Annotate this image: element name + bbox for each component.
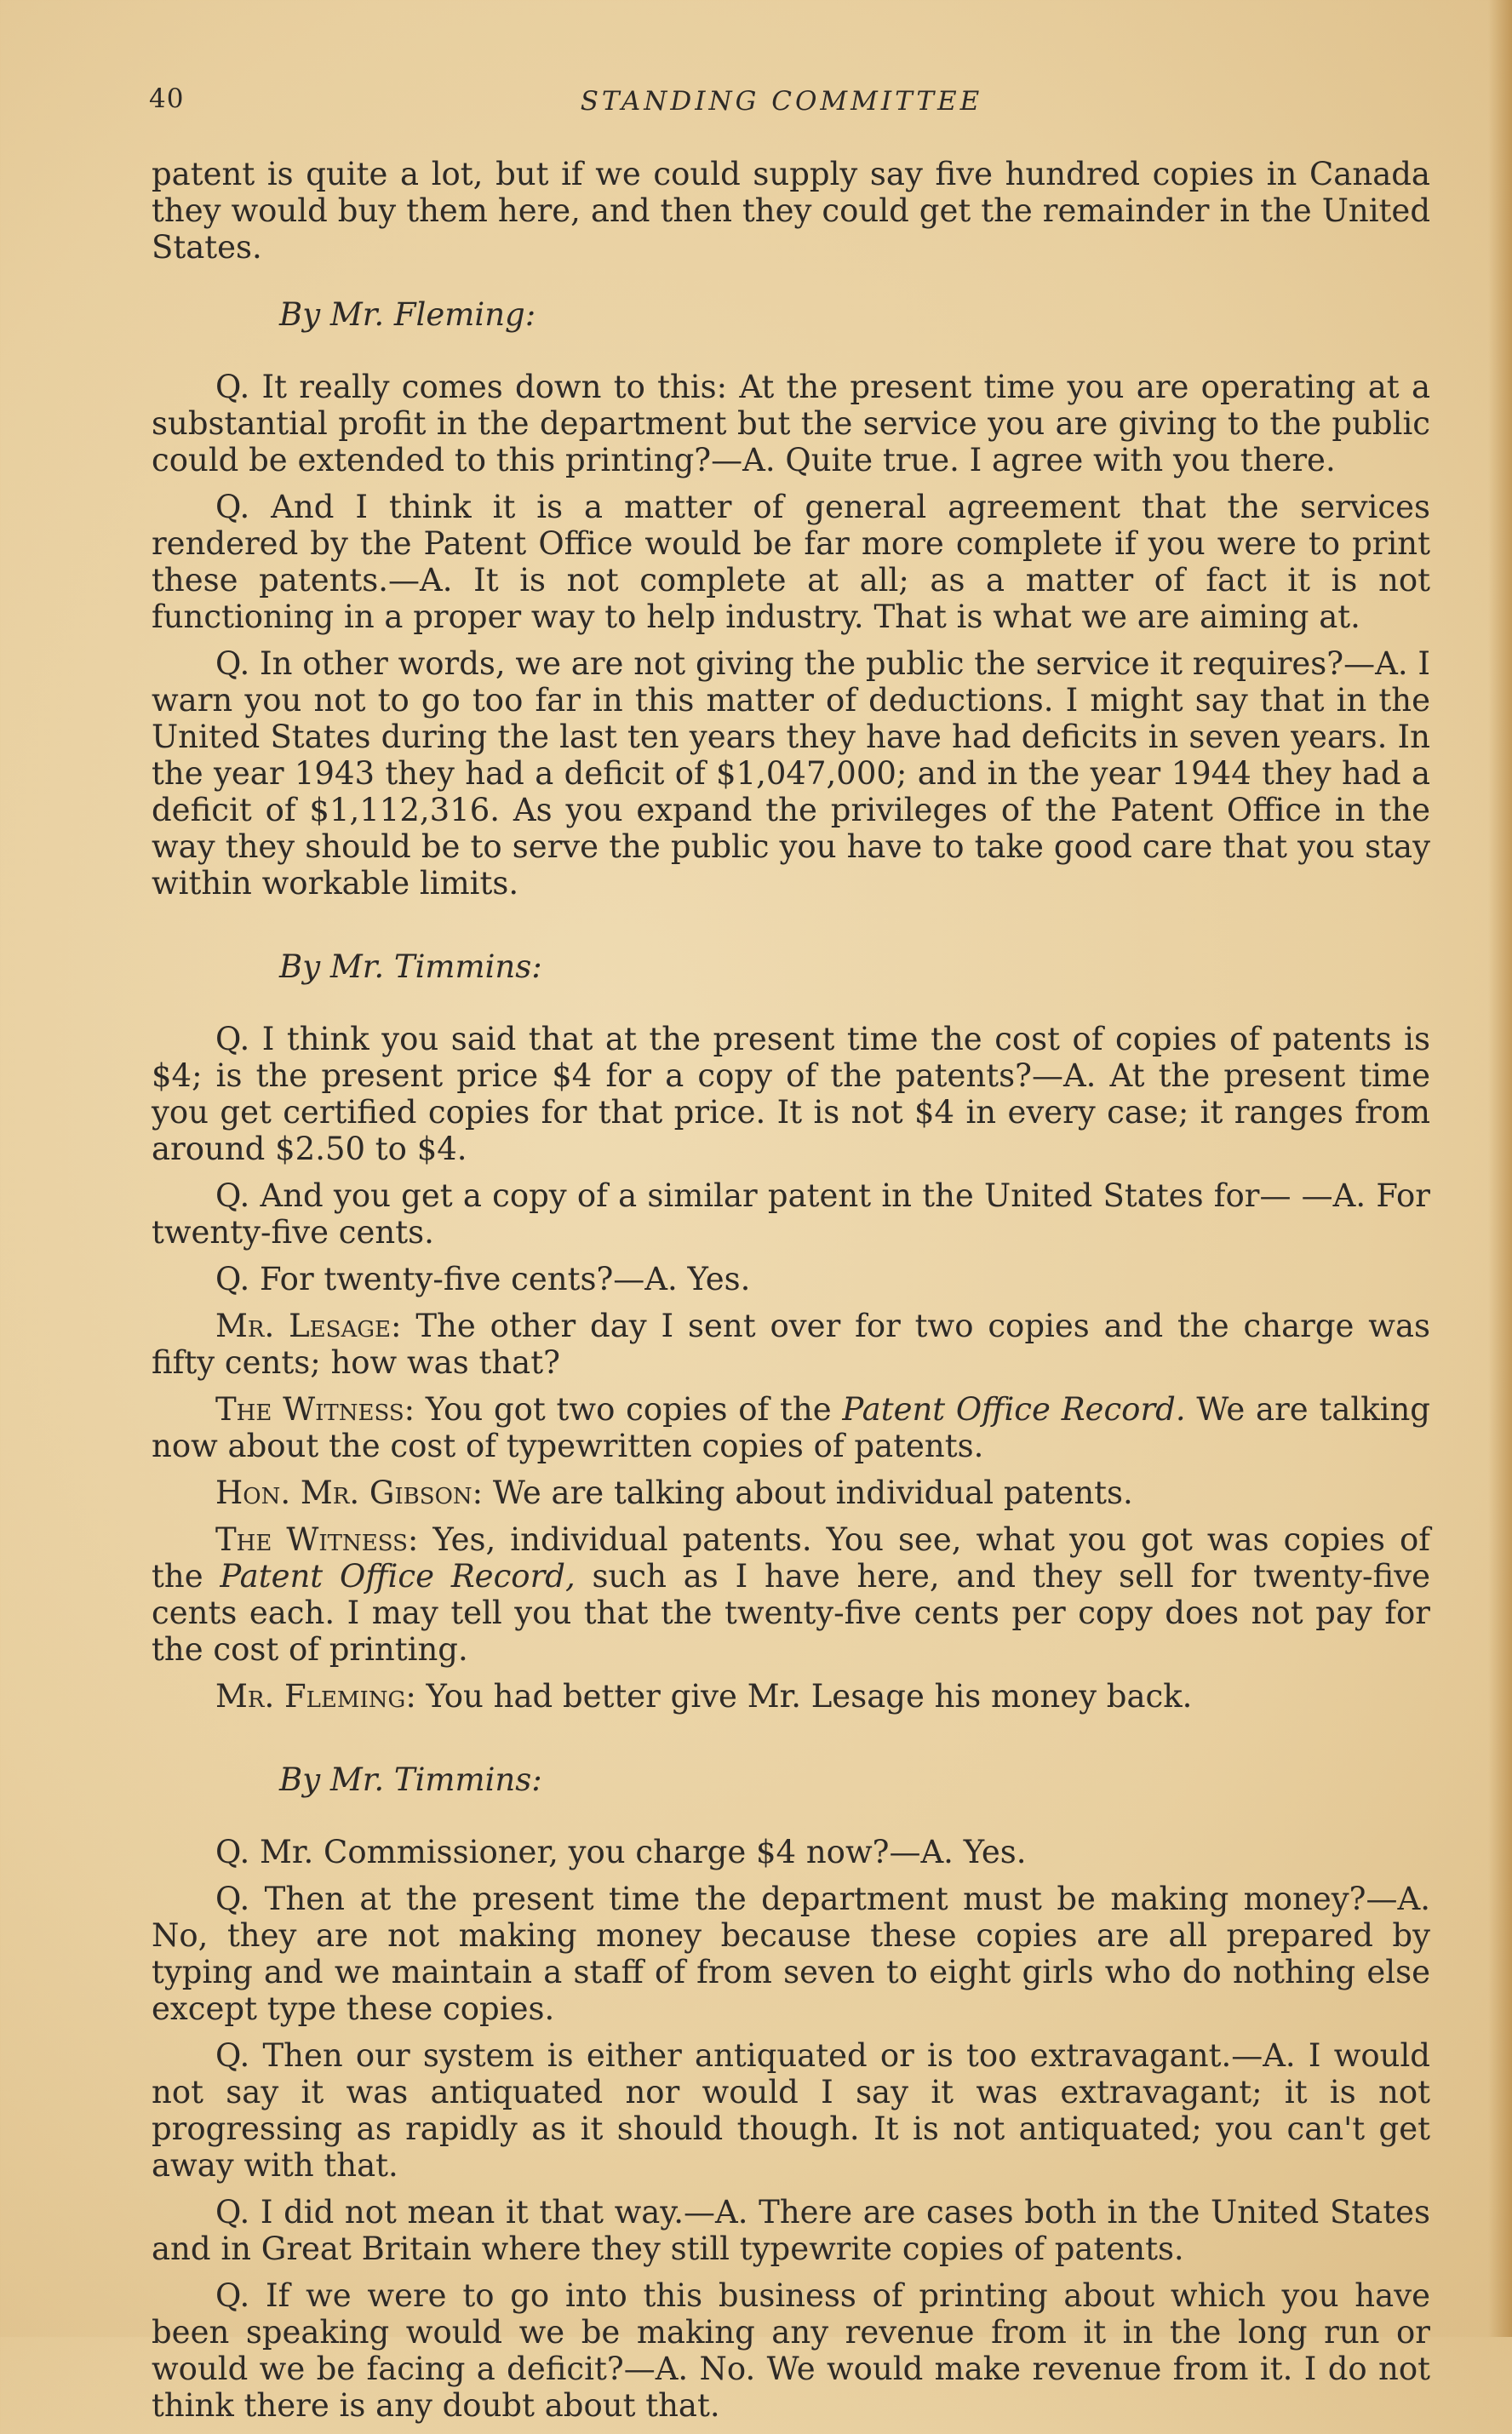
exchange-paragraph	[152, 1475, 1430, 1511]
qa-paragraph: Q. Mr. Commissioner, you charge $4 now?—A. Yes.	[215, 1834, 1027, 1870]
qa-paragraph: Q. It really comes down to this: At the present time you are operating at a substantial profit in the department but the service you are giving to the public could be extended to this printing?—A. Quite true. I agree with you there.	[152, 369, 1430, 478]
running-title: STANDING COMMITTEE	[580, 86, 983, 117]
speaker-text: : Yes, individual patents. You see, what you got was copies of the	[152, 1521, 1430, 1595]
page-number: 40	[149, 83, 185, 114]
qa-paragraph: Q. For twenty-five cents?—A. Yes.	[215, 1261, 751, 1297]
speaker-text: We are talking now about the cost of typewritten copies of patents.	[152, 1391, 1430, 1464]
exchange-paragraph	[152, 1391, 1430, 1464]
exchange-paragraph	[152, 1308, 1430, 1381]
qa-paragraph: Q. Then our system is either antiquated or is too extravagant.—A. I would not say it was antiquated nor would I say it was extravagant; it is not progressing as rapidly as it should though. It is not antiquated; you can't get away with that.	[152, 2037, 1430, 2184]
qa-paragraph: Q. I think you said that at the present time the cost of copies of patents is $4; is the present price $4 for a copy of the patents?—A. At the present time you get certified copies for that price. It is not $4 in every case; it ranges from around $2.50 to $4.	[152, 1021, 1430, 1167]
speaker-text: such as I have here, and they sell for twenty-five cents each. I may tell you that the twenty-five cents per copy does not pay for the cost of printing.	[152, 1558, 1431, 1668]
qa-paragraph: Q. I did not mean it that way.—A. There are cases both in the United States and in Great Britain where they still typewrite copies of patents.	[152, 2194, 1430, 2267]
opening-paragraph: patent is quite a lot, but if we could supply say five hundred copies in Canada they would buy them here, and then they could get the remainder in the United States.	[152, 156, 1430, 266]
publication-title: Patent Office Record.	[842, 1391, 1186, 1428]
qa-paragraph: Q. Then at the present time the department must be making money?—A. No, they are not making money because these copies are all prepared by typing and we maintain a staff of from seven to eight girls who do nothing else except type these copies.	[152, 1881, 1430, 2027]
speaker-text: : The other day I sent over for two copies and the charge was fifty cents; how was that?	[152, 1308, 1430, 1381]
speaker-text: : We are talking about individual patents.	[472, 1475, 1133, 1511]
section-heading-timmins: By Mr. Timmins:	[279, 1761, 542, 1798]
page-body	[152, 156, 1430, 2434]
page-edge-shading	[1488, 0, 1512, 2337]
qa-paragraph: Q. If we were to go into this business of printing about which you have been speaking would we be making any revenue from it in the long run or would we be facing a deficit?—A. No. We would make revenue from it. I do not think there is any doubt about that.	[152, 2277, 1430, 2424]
exchange-paragraph	[152, 1521, 1430, 1668]
speaker-text: : You had better give Mr. Lesage his money back.	[405, 1678, 1193, 1715]
qa-paragraph: Q. And I think it is a matter of general agreement that the services rendered by the Patent Office would be far more complete if you were to print these patents.—A. It is not complete at all; as a matter of fact it is not functioning in a proper way to help industry. That is what we are aiming at.	[152, 489, 1430, 635]
speaker-name: The Witness	[215, 1521, 408, 1558]
exchange-paragraph	[152, 1678, 1430, 1715]
speaker-name: The Witness	[215, 1391, 404, 1428]
qa-paragraph: Q. And you get a copy of a similar patent in the United States for— —A. For twenty-five cents.	[152, 1177, 1430, 1251]
speaker-name: Mr. Lesage	[215, 1308, 391, 1344]
section-heading-timmins: By Mr. Timmins:	[279, 948, 542, 985]
publication-title: Patent Office Record,	[220, 1558, 576, 1595]
speaker-text: : You got two copies of the	[404, 1391, 843, 1428]
speaker-name: Hon. Mr. Gibson	[215, 1475, 472, 1511]
speaker-name: Mr. Fleming	[215, 1678, 406, 1715]
qa-paragraph: Q. In other words, we are not giving the public the service it requires?—A. I warn you not to go too far in this matter of deductions. I might say that in the United States during the last ten years they have had deficits in seven years. In the year 1943 they had a deficit of $1,047,000; and in the year 1944 they had a deficit of $1,112,316. As you expand the privileges of the Patent Office in the way they should be to serve the public you have to take good care that you stay within workable limits.	[152, 645, 1430, 902]
section-heading-fleming: By Mr. Fleming:	[279, 296, 536, 333]
